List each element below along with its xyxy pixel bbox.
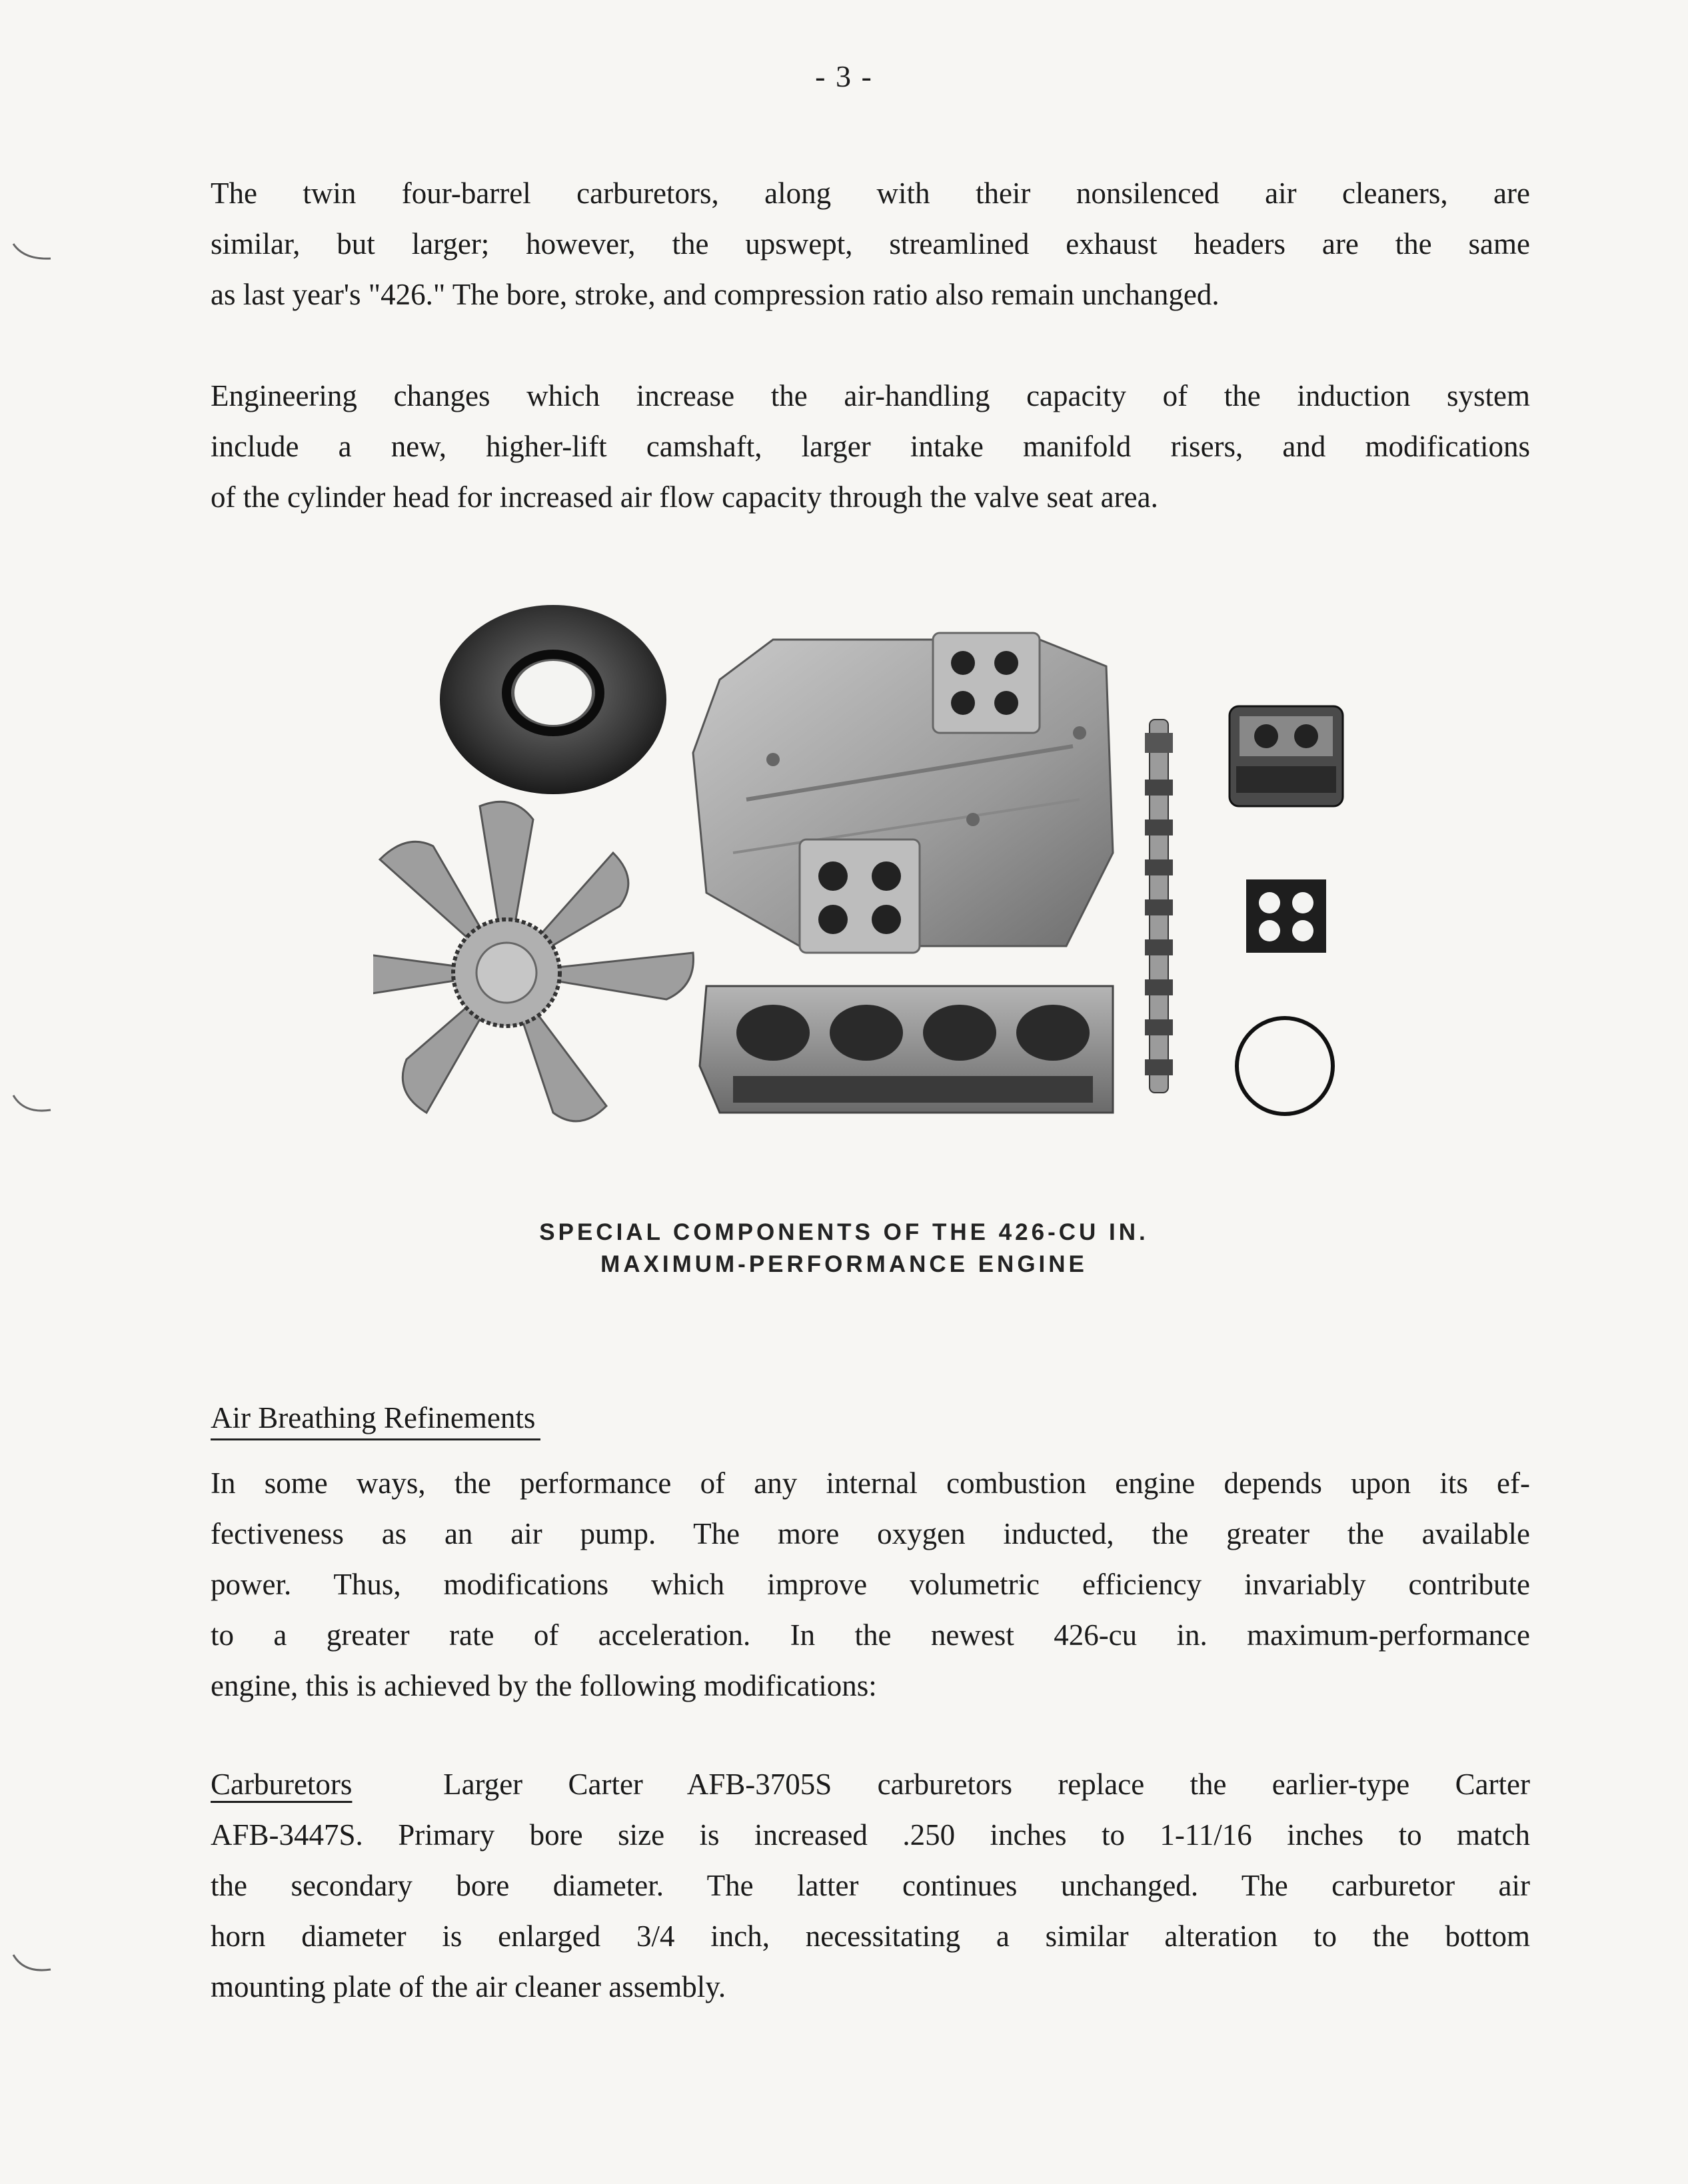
- text-line: to a greater rate of acceleration. In the newest 426-cu in. maximum-performance: [211, 1618, 1530, 1652]
- margin-mark: [11, 1093, 57, 1119]
- carburetor-icon: [1230, 706, 1343, 806]
- engineering-paragraph: [211, 370, 1530, 522]
- gasket-icon: [1246, 879, 1326, 953]
- text-line: include a new, higher-lift camshaft, larger intake manifold risers, and modifications: [211, 430, 1530, 463]
- margin-mark: [11, 1952, 57, 1979]
- section-heading-text: Air Breathing Refinements: [211, 1401, 540, 1440]
- o-ring-icon: [1237, 1018, 1333, 1114]
- carburetors-label: Carburetors: [211, 1768, 353, 1801]
- text-line: power. Thus, modifications which improve volumetric efficiency invariably contribute: [211, 1568, 1530, 1601]
- fan-icon: [373, 802, 694, 1121]
- text-line: fectiveness as an air pump. The more oxygen inducted, the greater the available: [211, 1517, 1530, 1550]
- text-line: In some ways, the performance of any internal combustion engine depends upon its ef-: [211, 1466, 1530, 1500]
- text-line: as last year's "426." The bore, stroke, and compression ratio also remain unchanged.: [211, 278, 1220, 311]
- text-line: of the cylinder head for increased air flow capacity through the valve seat area.: [211, 480, 1158, 514]
- text-line: Engineering changes which increase the air-handling capacity of the induction system: [211, 379, 1530, 412]
- text-line: AFB-3447S. Primary bore size is increased .250 inches to 1-11/16 inches to match: [211, 1818, 1530, 1852]
- intake-manifold-icon: [693, 633, 1113, 953]
- cylinder-head-icon: [700, 986, 1113, 1113]
- caption-line: SPECIAL COMPONENTS OF THE 426-CU IN.: [539, 1219, 1149, 1245]
- air-breathing-paragraph: [211, 1458, 1530, 1711]
- camshaft-icon: [1145, 720, 1173, 1093]
- page-number: - 3 -: [815, 59, 873, 93]
- air-cleaner-plate-icon: [440, 605, 666, 794]
- intro-paragraph: [211, 168, 1530, 320]
- figure-caption: [0, 1217, 1688, 1281]
- text-line: mounting plate of the air cleaner assembly.: [211, 1970, 726, 2003]
- text-line: the secondary bore diameter. The latter continues unchanged. The carburetor air: [211, 1869, 1530, 1902]
- text-line: The twin four-barrel carburetors, along with their nonsilenced air cleaners, are: [211, 177, 1530, 210]
- text-line: [211, 1759, 1530, 1810]
- text-line: engine, this is achieved by the following modifications:: [211, 1669, 877, 1702]
- carburetors-paragraph: [211, 1759, 1530, 2012]
- caption-line: MAXIMUM-PERFORMANCE ENGINE: [600, 1251, 1088, 1277]
- margin-mark: [11, 240, 57, 267]
- section-heading: [211, 1392, 540, 1443]
- engine-components-figure: [373, 600, 1346, 1146]
- text-line: horn diameter is enlarged 3/4 inch, necessitating a similar alteration to the bottom: [211, 1919, 1530, 1953]
- carburetors-first-line: Larger Carter AFB-3705S carburetors replace the earlier-type Carter: [443, 1768, 1531, 1801]
- text-line: similar, but larger; however, the upswept, streamlined exhaust headers are the same: [211, 227, 1530, 261]
